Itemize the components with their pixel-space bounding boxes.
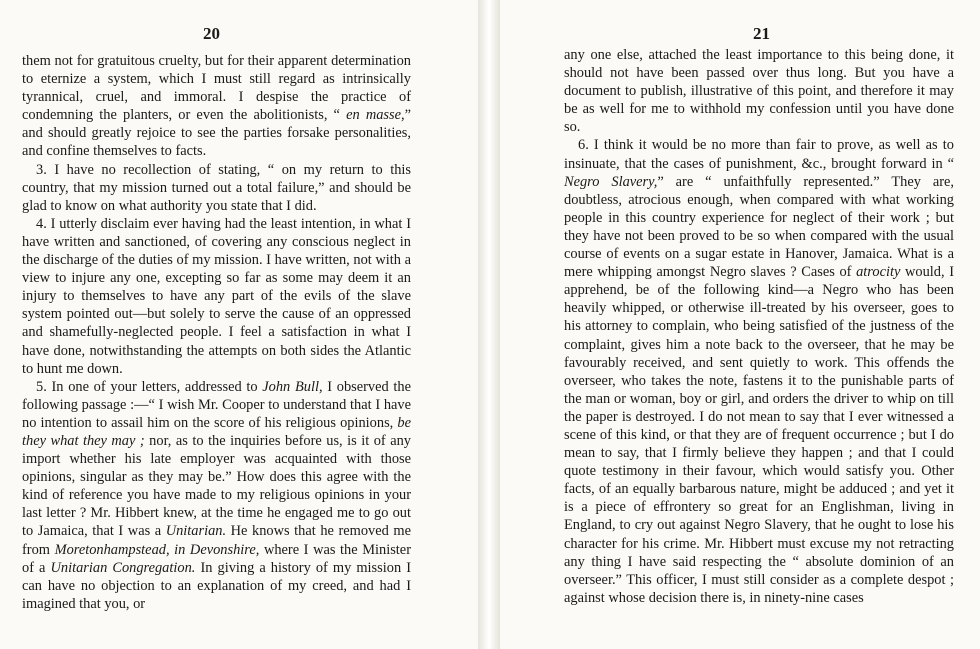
right-page — [500, 0, 980, 649]
paragraph: them not for gratuitous cruelty, but for their apparent determination to eternize a system, which I must still regard as intrinsically tyrannical, cruel, and immoral. I despise the practice of condemning the planters, or even the abolitionists, “ en masse,” and should greatly rejoice to see the parties forsake personalities, and confine themselves to facts. — [22, 53, 411, 160]
page-number: 20 — [203, 24, 220, 43]
paragraph: 3. I have no recollection of stating, “ on my return to this country, that my mission turned out a total failure,” and should be glad to know on what authority you state that I did. — [22, 161, 411, 214]
page-number: 21 — [753, 24, 770, 43]
left-page — [0, 0, 478, 649]
page-body — [22, 52, 411, 613]
paragraph: any one else, attached the least importance to this being done, it should not have been passed over thus long. But you have a document to publish, illustrative of this point, and therefore it may be as well for me to withhold my confession until you have done so. — [564, 47, 954, 136]
book-gutter — [478, 0, 500, 649]
paragraph: 4. I utterly disclaim ever having had the least intention, in what I have written and sanctioned, of covering any conscious neglect in the discharge of the duties of my mission. I have written, not with a view to injure any one, excepting so far as some may deem it an injury to themselves to have any part of the evils of the slave system pointed out—but solely to serve the cause of an oppressed and shamefully-neglected people. I feel a satisfaction in what I have done, notwithstanding the attempts on both sides the Atlantic to hunt me down. — [22, 215, 411, 377]
page-body — [564, 46, 954, 607]
paragraph: 5. In one of your letters, addressed to John Bull, I observed the following passage :—“ I wish Mr. Cooper to understand that I have no intention to assail him on the score of his religious opinions, be they what they may ; nor, as to the inquiries before us, is it of any import whether his late employer was acquainted with those opinions, singular as they may be.” How does this agree with the kind of reference you have made to my religious opinions in your last letter ? Mr. Hibbert knew, at the time he engaged me to go out to Jamaica, that I was a Unitarian. He knows that he removed me from Moretonhampstead, in Devonshire, where I was the Minister of a Unitarian Congregation. In giving a history of my mission I can have no objection to an explanation of my creed, and had I imagined that you, or — [22, 378, 411, 612]
paragraph: 6. I think it would be no more than fair to prove, as well as to insinuate, that the cases of punishment, &c., brought forward in “ Negro Slavery,” are “ unfaithfully represented.” They are, doubtless, atrocious enough, when compared with what working people in this country experience for neglect of their work ; but they have not been proved to be so when compared with the usual course of events on a sugar estate in Hanover, Jamaica. What is a mere whipping amongst Negro slaves ? Cases of atrocity would, I apprehend, be of the following kind—a Negro who has been heavily whipped, or otherwise ill-treated by his overseer, goes to his attorney to complain, who being satisfied of the justness of the complaint, gives him a note back to the overseer, that he may be favourably received, and sent quietly to work. This offends the overseer, who takes the note, fastens it to the punishable parts of the man or woman, boy or girl, and orders the driver to whip on till the paper is destroyed. I do not mean to say that I ever witnessed a scene of this kind, or that they are of frequent occurrence ; but I do mean to say, that I firmly believe they happen ; and that I could quote testimony in their favour, which would satisfy you. Other facts, of an equally barbarous nature, might be adduced ; and yet it is a piece of effrontery so great for an Englishman, living in England, to cry out against Negro Slavery, that he ought to lose his character for his crime. Mr. Hibbert must excuse my not retracting any thing I have said respecting the “ absolute dominion of an overseer.” This officer, I must still consider as a complete despot ; against whose decision there is, in ninety-nine cases — [564, 137, 954, 606]
